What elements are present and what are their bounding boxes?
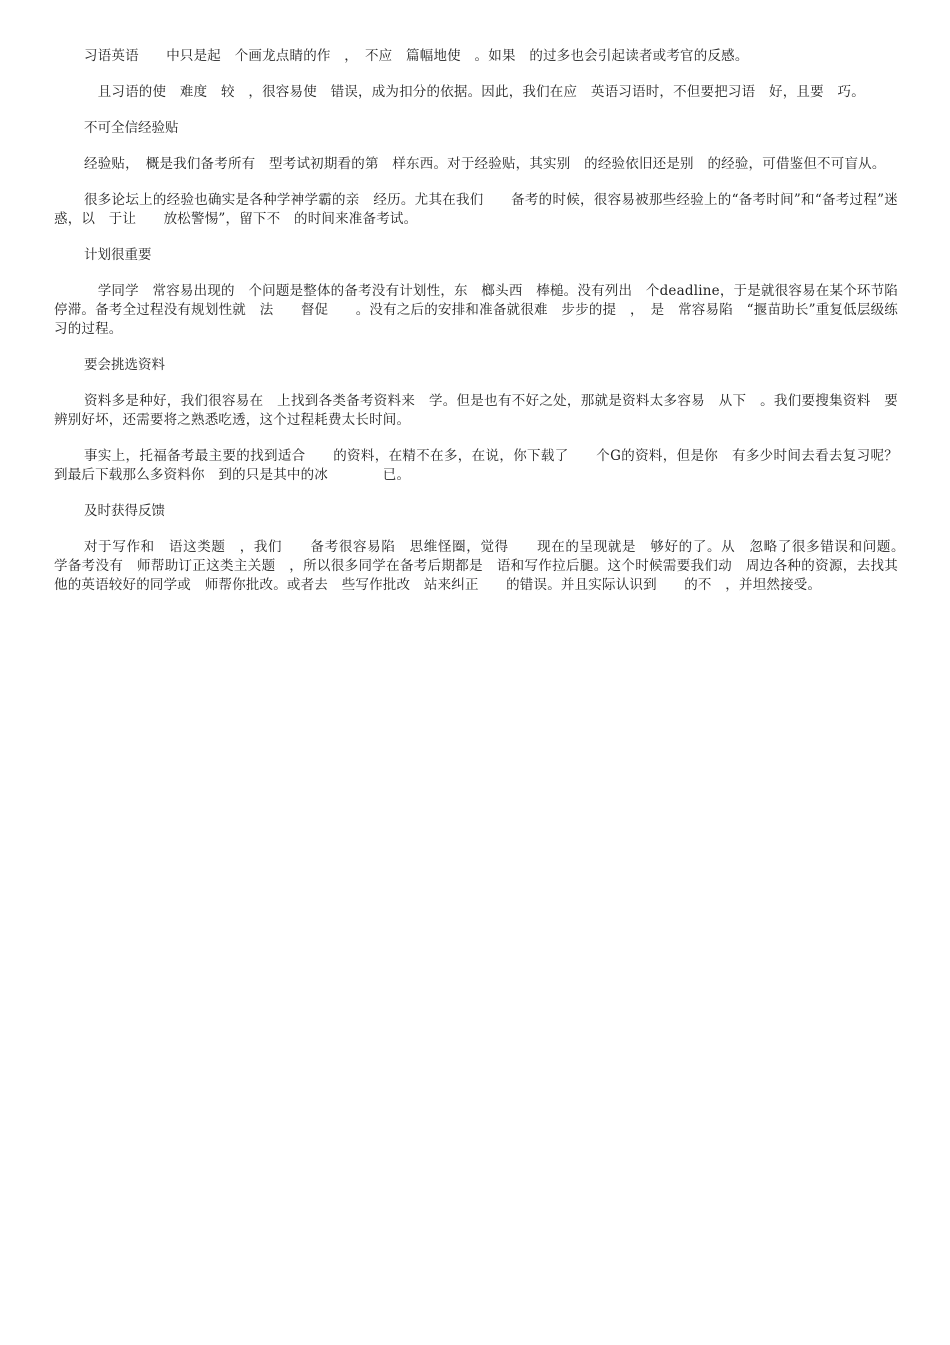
paragraph-forum-experience: 很多论坛上的经验也确实是各种学神学霸的亲 经历。尤其在我们 备考的时候，很容易被那些经验上的“备考时间”和“备考过程”迷惑，以 于让 放松警惕”，留下不 的时间来准备考试。 [54, 192, 898, 227]
paragraph-materials-fact: 事实上，托福备考最主要的找到适合 的资料，在精不在多，在说，你下载了 个G的资料，但是你 有多少时间去看去复习呢？到最后下载那么多资料你 到的只是其中的冰 已。 [54, 448, 898, 483]
heading-experience-posts: 不可全信经验贴 [84, 120, 179, 136]
paragraph-idioms-difficulty: 且习语的使 难度 较 ，很容易使 错误，成为扣分的依据。因此，我们在应 英语习语时，不但要把习语 好，且要 巧。 [84, 84, 865, 100]
paragraph-experience-posts: 经验贴， 概是我们备考所有 型考试初期看的第 样东西。对于经验贴，其实别 的经验依旧还是别 的经验，可借鉴但不可盲从。 [84, 156, 886, 172]
paragraph-materials: 资料多是种好，我们很容易在 上找到各类备考资料来 学。但是也有不好之处，那就是资料太多容易 从下 。我们要搜集资料 要辨别好坏，还需要将之熟悉吃透，这个过程耗费太长时间。 [54, 393, 898, 428]
paragraph-feedback: 对于写作和 语这类题 ，我们 备考很容易陷 思维怪圈，觉得 现在的呈现就是 够好的了。从 忽略了很多错误和问题。 学备考没有 师帮助订正这类主关题 ，所以很多同学在备考后期都是 语和写作拉后腿。这个时候需要我们动 周边各种的资源，去找其他的英语较好的同学或 师帮你批改。或者去 些写作批改 站来纠正 的错误。并且实际认识到 的不 ，并坦然接受。 [54, 539, 912, 593]
heading-materials: 要会挑选资料 [84, 357, 165, 373]
heading-feedback: 及时获得反馈 [84, 503, 165, 519]
document-body [54, 47, 912, 612]
paragraph-idioms-usage: 习语英语 中只是起 个画龙点睛的作 ， 不应 篇幅地使 。如果 的过多也会引起读者或考官的反感。 [84, 48, 749, 64]
paragraph-planning: 学同学 常容易出现的 个问题是整体的备考没有计划性，东 榔头西 棒槌。没有列出 个deadline，于是就很容易在某个环节陷 停滞。备考全过程没有规划性就 法 督促 。没有之后的安排和准备就很难 步步的提 ， 是 常容易陷 “揠苗助长”重复低层级练习的过程。 [54, 283, 912, 337]
heading-planning: 计划很重要 [84, 247, 152, 263]
